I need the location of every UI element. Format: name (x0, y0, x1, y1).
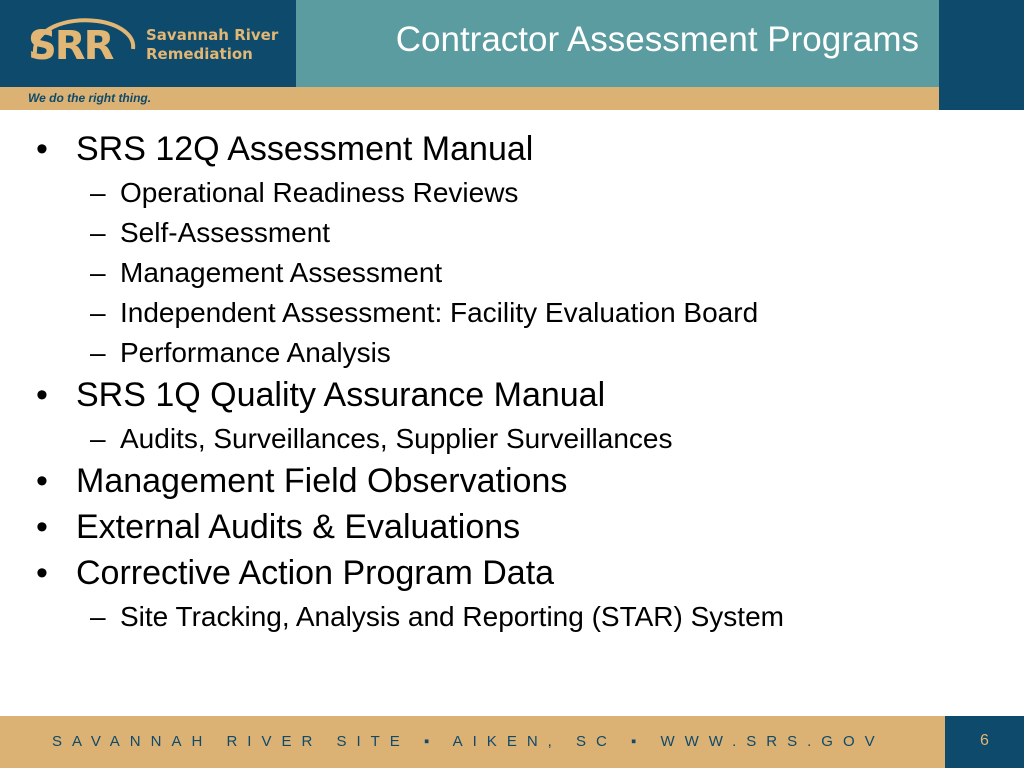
sub-bullet-item (0, 173, 1024, 213)
logo-block (0, 0, 296, 87)
logo-name-line2: Remediation (146, 45, 253, 63)
sub-bullet-marker: – (90, 177, 106, 208)
sub-bullet-text: Performance Analysis (120, 337, 391, 368)
bullet-item (0, 551, 1024, 595)
bullet-item (0, 373, 1024, 417)
sub-bullet-text: Self-Assessment (120, 217, 331, 248)
page-number-box (945, 716, 1024, 768)
page-number: 6 (980, 732, 989, 749)
sub-bullet-marker: – (90, 337, 106, 368)
bullet-marker: • (36, 376, 48, 414)
bullet-text: SRS 12Q Assessment Manual (76, 130, 534, 168)
bullet-marker: • (36, 462, 48, 500)
bullet-item (0, 505, 1024, 549)
sub-bullet-text: Independent Assessment: Facility Evaluation Board (120, 297, 759, 328)
sub-bullet-item (0, 333, 1024, 373)
sub-bullet-text: Operational Readiness Reviews (120, 177, 519, 208)
logo-company-name (146, 26, 278, 64)
bullet-text: Corrective Action Program Data (76, 554, 555, 592)
footer-bar (0, 716, 945, 768)
bullet-text: SRS 1Q Quality Assurance Manual (76, 376, 606, 414)
bullet-text: External Audits & Evaluations (76, 508, 521, 546)
bullet-item (0, 127, 1024, 171)
sub-bullet-item (0, 419, 1024, 459)
bullet-marker: • (36, 554, 48, 592)
sub-bullet-marker: – (90, 297, 106, 328)
sub-bullet-text: Audits, Surveillances, Supplier Surveillances (120, 423, 673, 454)
sub-bullet-marker: – (90, 601, 106, 632)
footer-text: SAVANNAH RIVER SITE ▪ AIKEN, SC ▪ WWW.SRS.GOV (52, 733, 885, 750)
sub-bullet-item (0, 253, 1024, 293)
bullet-marker: • (36, 130, 48, 168)
sub-bullet-text: Site Tracking, Analysis and Reporting (STAR) System (120, 601, 784, 632)
sub-bullet-item (0, 293, 1024, 333)
logo-srr-text: SRR (28, 23, 113, 69)
sub-bullet-text: Management Assessment (120, 257, 443, 288)
sub-bullet-marker: – (90, 217, 106, 248)
sub-bullet-item (0, 597, 1024, 637)
tagline: We do the right thing. (28, 91, 152, 105)
slide-title: Contractor Assessment Programs (395, 20, 919, 59)
bullet-list (0, 127, 1024, 637)
corner-block (939, 0, 1024, 110)
tagline-bar (0, 87, 939, 110)
title-bar (296, 0, 939, 87)
sub-bullet-item (0, 213, 1024, 253)
bullet-marker: • (36, 508, 48, 546)
bullet-text: Management Field Observations (76, 462, 568, 500)
bullet-item (0, 459, 1024, 503)
logo-name-line1: Savannah River (146, 26, 279, 44)
sub-bullet-marker: – (90, 257, 106, 288)
sub-bullet-marker: – (90, 423, 106, 454)
